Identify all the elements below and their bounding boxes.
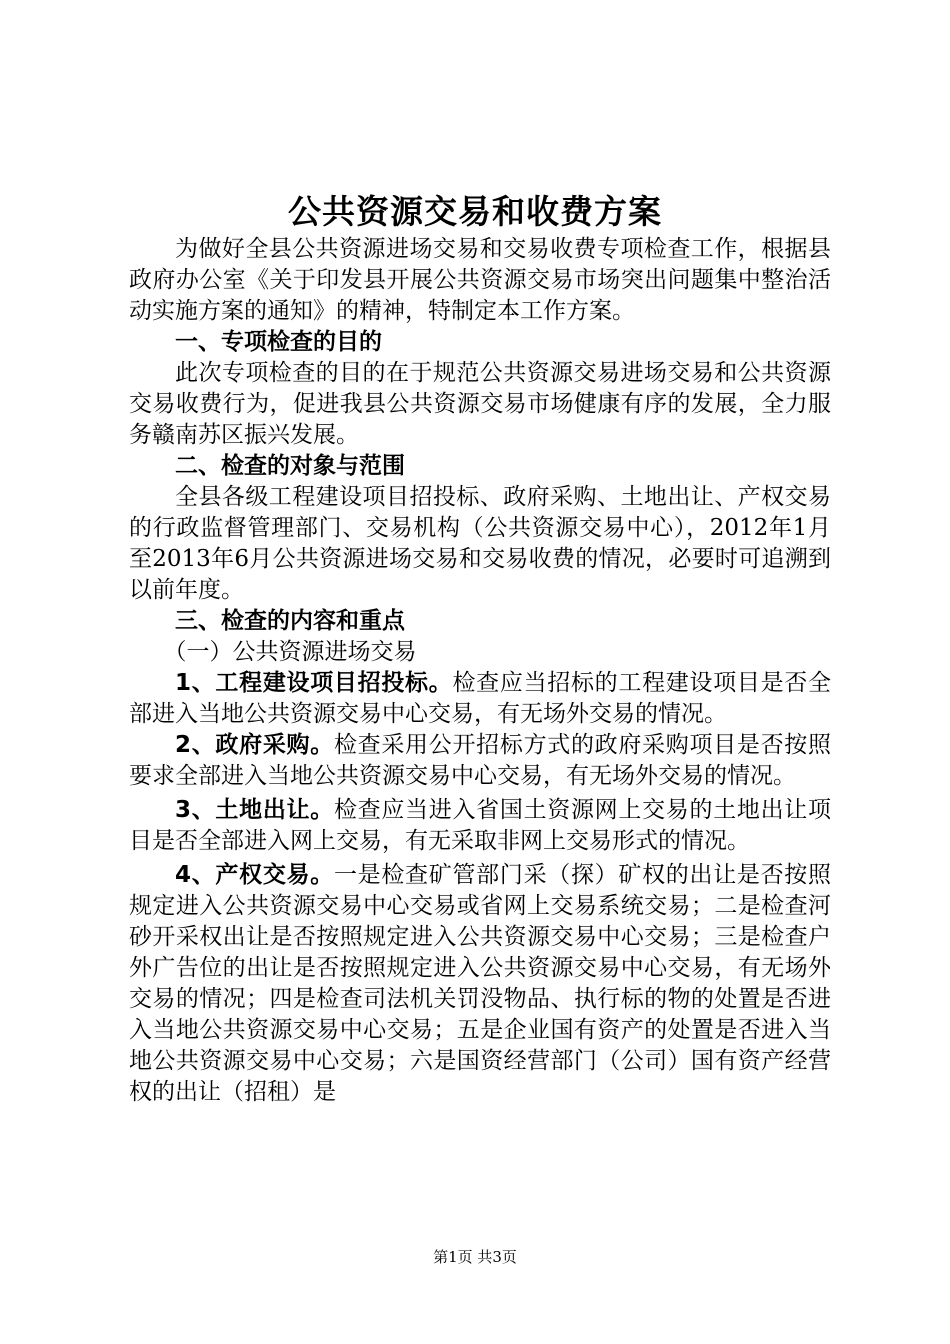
item-4-paragraph (129, 860, 831, 1108)
item-3-label: 3、土地出让。 (175, 797, 334, 823)
section-2-paragraph: 全县各级工程建设项目招投标、政府采购、土地出让、产权交易的行政监督管理部门、交易机构（公共资源交易中心），2012年1月至2013年6月公共资源进场交易和交易收费的情况，必要时可追溯到以前年度。 (129, 484, 831, 603)
section-2-heading: 二、检查的对象与范围 (175, 453, 405, 479)
section-1-heading: 一、专项检查的目的 (175, 329, 382, 355)
item-3-paragraph (129, 795, 831, 857)
section-3-heading: 三、检查的内容和重点 (175, 608, 405, 634)
item-2-label: 2、政府采购。 (175, 732, 334, 758)
section-1-paragraph: 此次专项检查的目的在于规范公共资源交易进场交易和公共资源交易收费行为，促进我县公共资源交易市场健康有序的发展，全力服务赣南苏区振兴发展。 (129, 360, 831, 448)
item-2-paragraph (129, 730, 831, 792)
page-number-footer: 第1页 共3页 (433, 1248, 517, 1266)
item-1-text: 检查应当招标的工程建设项目是否全部进入当地公共资源交易中心交易，有无场外交易的情况。 (129, 670, 831, 727)
document-body (129, 234, 831, 1108)
item-3-text: 检查应当进入省国土资源网上交易的土地出让项目是否全部进入网上交易，有无采取非网上交易形式的情况。 (129, 797, 831, 854)
item-4-label: 4、产权交易。 (175, 862, 334, 888)
intro-paragraph: 为做好全县公共资源进场交易和交易收费专项检查工作，根据县政府办公室《关于印发县开展公共资源交易市场突出问题集中整治活动实施方案的通知》的精神，特制定本工作方案。 (129, 236, 831, 324)
section-3-subheading: （一）公共资源进场交易 (163, 639, 417, 665)
item-2-text: 检查采用公开招标方式的政府采购项目是否按照要求全部进入当地公共资源交易中心交易，有无场外交易的情况。 (129, 732, 831, 789)
item-4-text: 一是检查矿管部门采（探）矿权的出让是否按照规定进入公共资源交易中心交易或省网上交易系统交易；二是检查河砂开采权出让是否按照规定进入公共资源交易中心交易；三是检查户外广告位的出让是否按照规定进入公共资源交易中心交易，有无场外交易的情况；四是检查司法机关罚没物品、执行标的物的处置是否进入当地公共资源交易中心交易；五是企业国有资产的处置是否进入当地公共资源交易中心交易；六是国资经营部门（公司）国有资产经营权的出让（招租）是 (129, 862, 831, 1105)
item-1-paragraph (129, 668, 831, 730)
item-1-label: 1、工程建设项目招投标。 (175, 670, 453, 696)
document-title: 公共资源交易和收费方案 (288, 192, 662, 231)
